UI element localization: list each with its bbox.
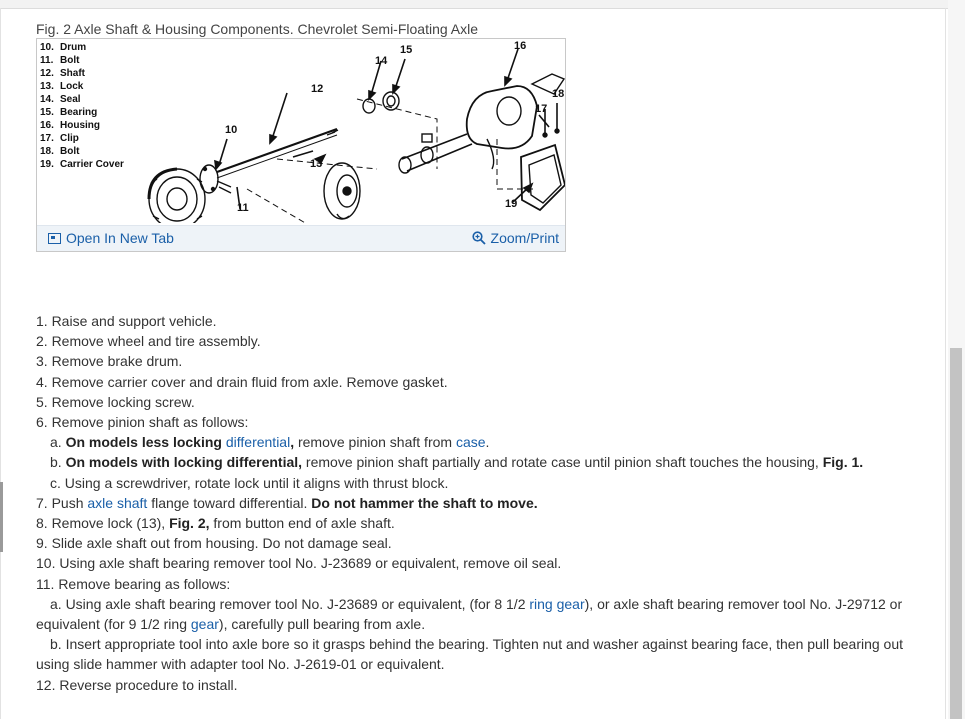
legend-item: 17. Clip — [40, 133, 79, 144]
step-11b-continued: using slide hammer with adapter tool No. J-2619-01 or equivalent. — [36, 656, 445, 673]
gear-link[interactable]: gear — [190, 616, 219, 633]
legend-item: 16. Housing — [40, 120, 100, 131]
callout-13: 13 — [310, 158, 323, 170]
figure-container — [36, 38, 566, 252]
legend-item: 14. Seal — [40, 94, 81, 105]
figure-caption: Fig. 2 Axle Shaft & Housing Components. Chevrolet Semi-Floating Axle — [36, 21, 478, 37]
open-in-new-tab-label: Open In New Tab — [66, 230, 174, 246]
step-6a: a. On models less locking differential, remove pinion shaft from case. — [50, 434, 490, 451]
step-9: 9. Slide axle shaft out from housing. Do not damage seal. — [36, 535, 392, 552]
callout-18: 18 — [552, 88, 565, 100]
callout-17: 17 — [535, 103, 548, 115]
callout-15: 15 — [400, 44, 413, 56]
figure-legend — [40, 41, 124, 171]
differential-housing-drawing — [467, 86, 537, 149]
top-bar — [0, 0, 948, 9]
step-1: 1. Raise and support vehicle. — [36, 313, 217, 329]
zoom-print-button[interactable] — [472, 230, 559, 246]
step-12: 12. Reverse procedure to install. — [36, 676, 238, 693]
step-8: 8. Remove lock (13), Fig. 2, from button end of axle shaft. — [36, 515, 395, 532]
step-11a: a. Using axle shaft bearing remover tool No. J-23689 or equivalent, (for 8 1/2 ring gear), or axle shaft bearing remover tool No. J-29712 or — [50, 595, 903, 612]
figure-toolbar — [37, 225, 565, 251]
step-2: 2. Remove wheel and tire assembly. — [36, 333, 261, 350]
open-in-new-tab-icon — [48, 233, 61, 244]
callout-12: 12 — [311, 83, 324, 95]
carrier-cover-drawing — [521, 145, 565, 210]
step-6: 6. Remove pinion shaft as follows: — [36, 414, 249, 431]
open-in-new-tab-button[interactable] — [48, 230, 174, 246]
legend-item: 12. Shaft — [40, 68, 85, 79]
step-7: 7. Push axle shaft flange toward differential. Do not hammer the shaft to move. — [36, 494, 538, 511]
callout-14: 14 — [375, 55, 388, 67]
step-10: 10. Using axle shaft bearing remover tool No. J-23689 or equivalent, remove oil seal. — [36, 555, 562, 572]
content-left-border — [0, 8, 1, 719]
case-link[interactable]: case — [455, 434, 486, 451]
magnifier-icon — [472, 231, 486, 245]
legend-item: 18. Bolt — [40, 146, 80, 157]
legend-item: 11. Bolt — [40, 55, 80, 66]
callout-16: 16 — [514, 40, 527, 52]
ring-gear-link[interactable]: ring gear — [529, 595, 585, 612]
legend-item: 10. Drum — [40, 42, 87, 53]
procedure-steps — [36, 311, 926, 695]
step-11b: b. Insert appropriate tool into axle bore so it grasps behind the bearing. Tighten nut and washer against bearing face, then pull bearing out — [50, 636, 904, 653]
callout-10: 10 — [225, 124, 238, 136]
legend-item: 19. Carrier Cover — [40, 159, 124, 170]
content-right-border — [945, 8, 946, 719]
legend-item: 13. Lock — [40, 81, 84, 92]
seal-drawing — [363, 99, 375, 113]
axle-exploded-diagram — [137, 39, 565, 223]
callout-19: 19 — [505, 198, 518, 210]
step-11a-continued: equivalent (for 9 1/2 ring gear), carefully pull bearing from axle. — [36, 616, 426, 633]
step-11: 11. Remove bearing as follows: — [36, 575, 231, 592]
step-5: 5. Remove locking screw. — [36, 393, 195, 410]
step-4: 4. Remove carrier cover and drain fluid from axle. Remove gasket. — [36, 373, 448, 390]
left-edge-marker — [0, 482, 3, 552]
legend-item: 15. Bearing — [40, 107, 98, 118]
step-6b: b. On models with locking differential, remove pinion shaft partially and rotate case until pinion shaft touches the housing, Fig. 1. — [50, 454, 864, 471]
backing-plate-drawing — [324, 163, 360, 219]
step-6c: c. Using a screwdriver, rotate lock until it aligns with thrust block. — [50, 474, 449, 491]
zoom-print-label: Zoom/Print — [490, 230, 559, 246]
brake-drum-drawing — [149, 169, 205, 223]
differential-link[interactable]: differential — [225, 434, 291, 451]
scrollbar-thumb[interactable] — [950, 348, 962, 719]
callout-11: 11 — [237, 202, 249, 214]
axle-shaft-link[interactable]: axle shaft — [87, 494, 148, 511]
step-3: 3. Remove brake drum. — [36, 353, 183, 370]
